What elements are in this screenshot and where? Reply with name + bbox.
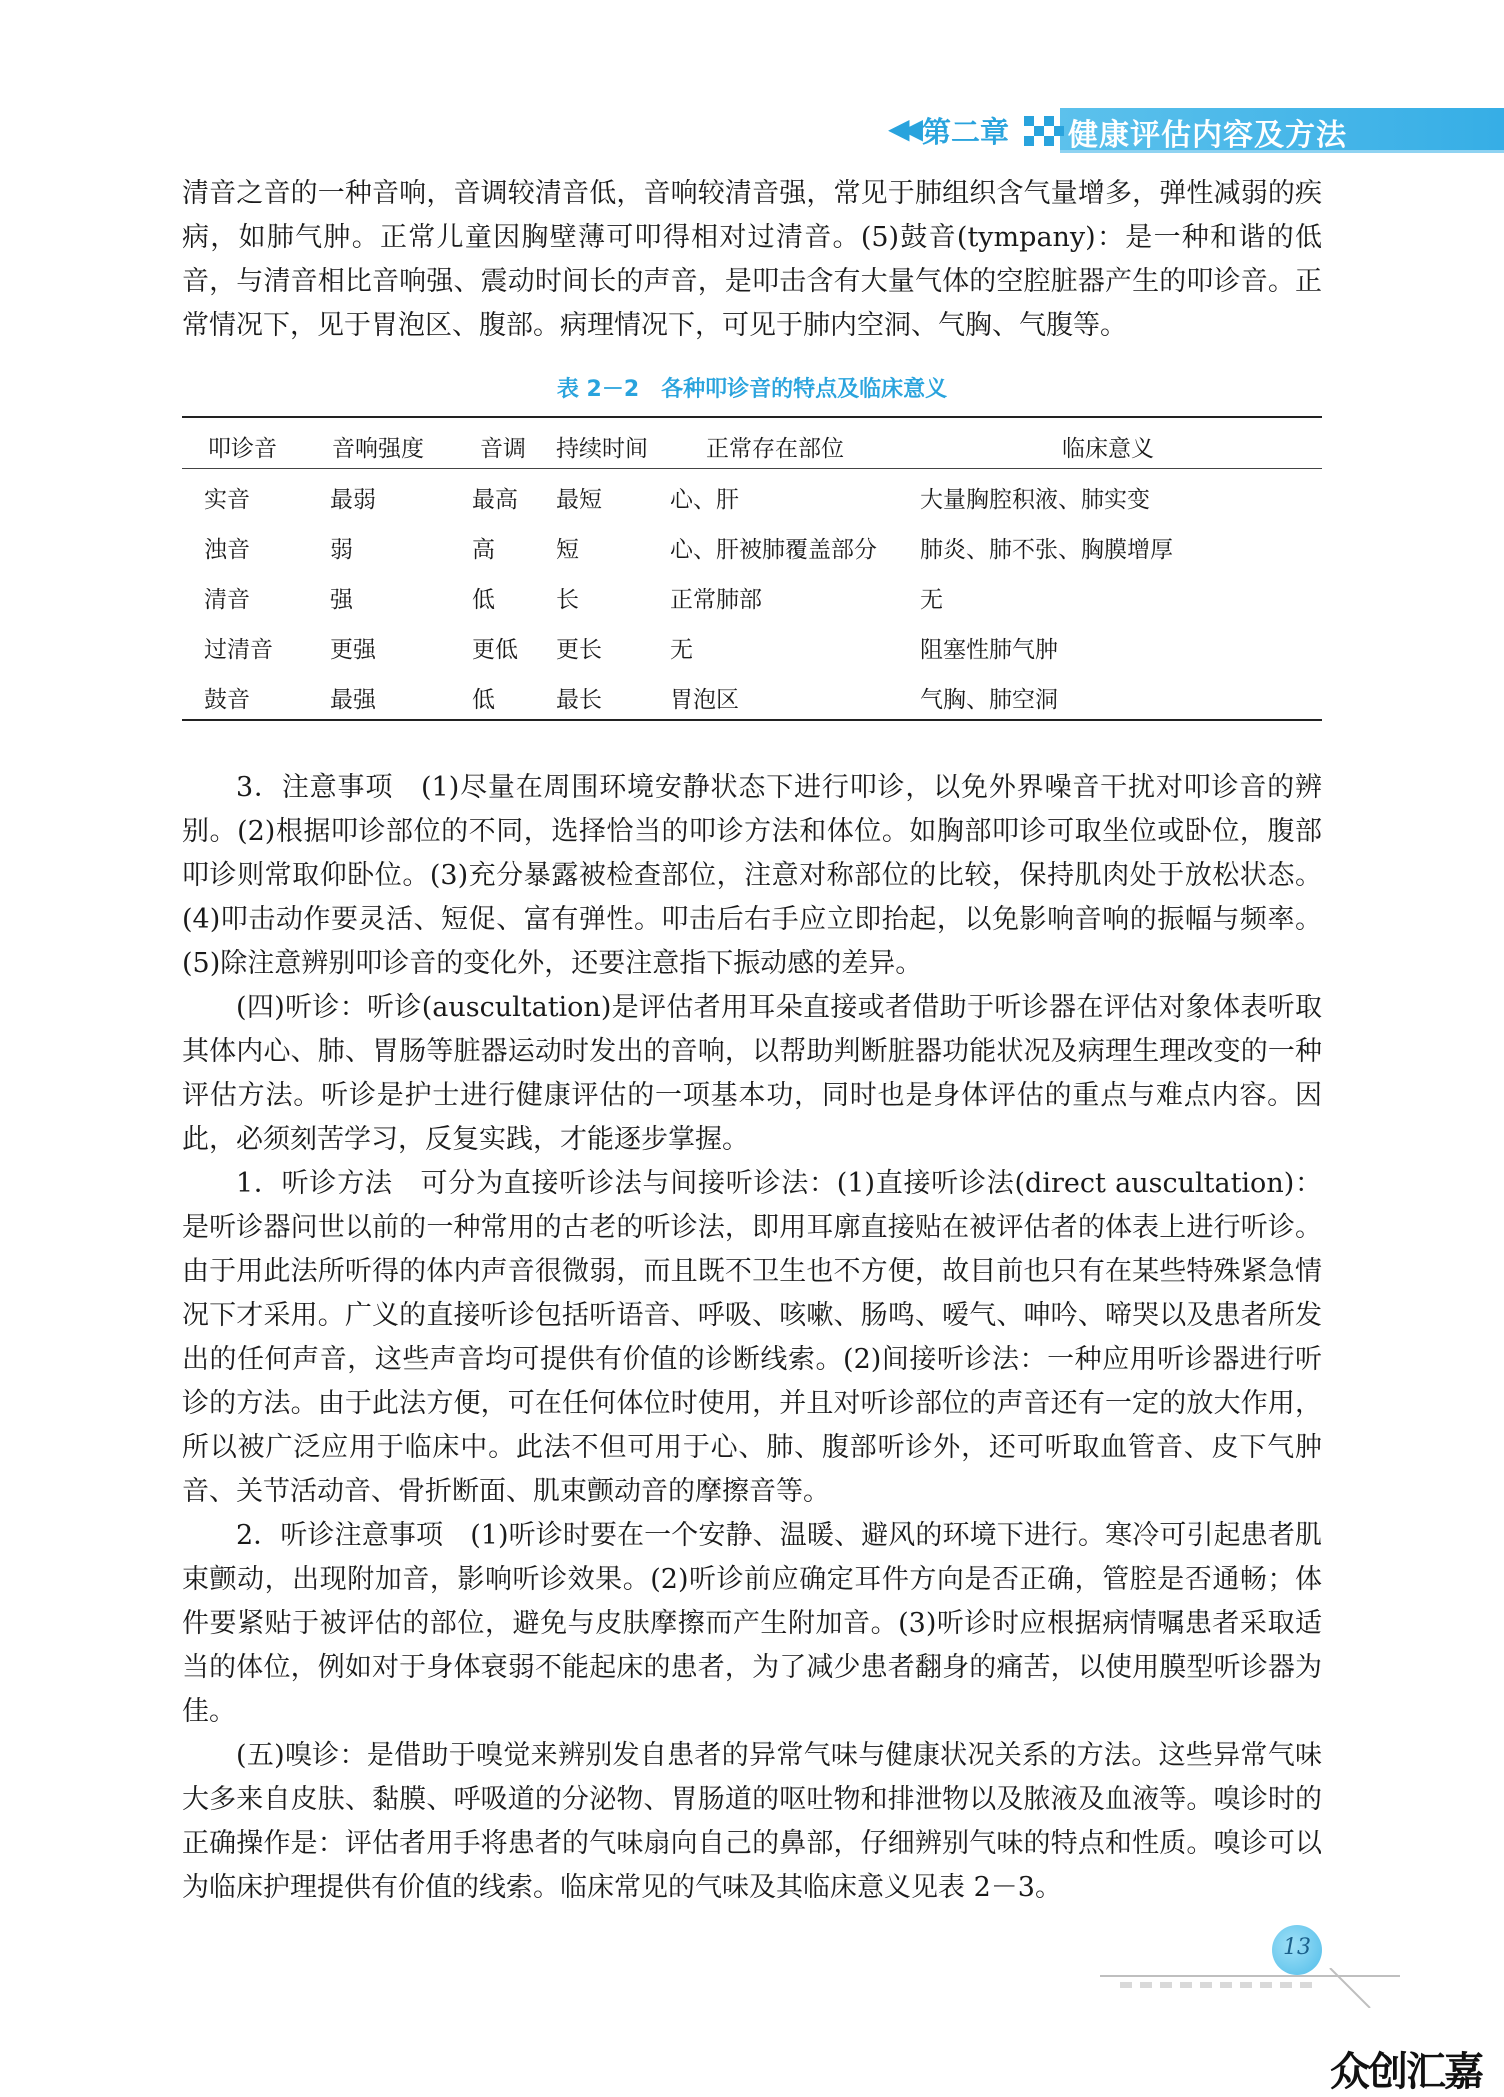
paragraph-auscultation-methods: 1．听诊方法 可分为直接听诊法与间接听诊法：(1)直接听诊法(direct auscultation)：是听诊器问世以前的一种常用的古老的听诊法，即用耳廓直接贴在被评估者的体表上进行听诊。由于用此法所听得的体内声音很微弱，而且既不卫生也不方便，故目前也只有在某些特殊紧急情况下才采用。广义的直接听诊包括听语音、呼吸、咳嗽、肠鸣、嗳气、呻吟、啼哭以及患者所发出的任何声音，这些声音均可提供有价值的诊断线索。(2)间接听诊法：一种应用听诊器进行听诊的方法。由于此法方便，可在任何体位时使用，并且对听诊部位的声音还有一定的放大作用，所以被广泛应用于临床中。此法不但可用于心、肺、腹部听诊外，还可听取血管音、皮下气肿音、关节活动音、骨折断面、肌束颤动音的摩擦音等。 — [182, 1168, 1322, 1507]
table-row — [182, 519, 1322, 569]
table-header-cell: 叩诊音 — [208, 436, 277, 462]
body-section — [182, 766, 1322, 1910]
chapter-label: 第二章 — [922, 115, 1010, 149]
footer-decoration — [1100, 1968, 1400, 2008]
table-cell: 实音 — [204, 487, 250, 513]
checker-decoration — [1024, 116, 1064, 146]
table-header-cell: 持续时间 — [556, 436, 648, 462]
page-number: 13 — [1283, 1935, 1311, 1960]
table-cell: 最短 — [556, 487, 602, 513]
paragraph-precautions: 3．注意事项 (1)尽量在周围环境安静状态下进行叩诊，以免外界噪音干扰对叩诊音的辨别。(2)根据叩诊部位的不同，选择恰当的叩诊方法和体位。如胸部叩诊可取坐位或卧位，腹部叩诊则常取仰卧位。(3)充分暴露被检查部位，注意对称部位的比较，保持肌肉处于放松状态。(4)叩击动作要灵活、短促、富有弹性。叩击后右手应立即抬起，以免影响音响的振幅与频率。(5)除注意辨别叩诊音的变化外，还要注意指下振动感的差异。 — [182, 772, 1322, 979]
table-cell: 最弱 — [330, 487, 376, 513]
paragraph-olfaction: (五)嗅诊：是借助于嗅觉来辨别发自患者的异常气味与健康状况关系的方法。这些异常气味大多来自皮肤、黏膜、呼吸道的分泌物、胃肠道的呕吐物和排泄物以及脓液及血液等。嗅诊时的正确操作是：评估者用手将患者的气味扇向自己的鼻部，仔细辨别气味的特点和性质。嗅诊可以为临床护理提供有价值的线索。临床常见的气味及其临床意义见表 2－3。 — [182, 1740, 1322, 1903]
table-cell: 清音 — [204, 587, 250, 613]
table-cell: 鼓音 — [204, 687, 250, 713]
table-cell: 低 — [472, 587, 495, 613]
table-cell: 无 — [920, 587, 943, 613]
table-cell: 过清音 — [204, 637, 273, 663]
table-cell: 浊音 — [204, 537, 250, 563]
table-cell: 阻塞性肺气肿 — [920, 637, 1058, 663]
table-cell: 弱 — [330, 537, 353, 563]
chapter-title: 健康评估内容及方法 — [1068, 118, 1347, 153]
table-cell: 最长 — [556, 687, 602, 713]
table-cell: 心、肝被肺覆盖部分 — [670, 537, 877, 563]
table-cell: 气胸、肺空洞 — [920, 687, 1058, 713]
table-cell: 大量胸腔积液、肺实变 — [920, 487, 1150, 513]
table-header-cell: 音调 — [480, 436, 526, 462]
table-cell: 更强 — [330, 637, 376, 663]
table-cell: 更长 — [556, 637, 602, 663]
table-cell: 长 — [556, 587, 579, 613]
paragraph-auscultation: (四)听诊：听诊(auscultation)是评估者用耳朵直接或者借助于听诊器在评估对象体表听取其体内心、肺、胃肠等脏器运动时发出的音响，以帮助判断脏器功能状况及病理生理改变的一种评估方法。听诊是护士进行健康评估的一项基本功，同时也是身体评估的重点与难点内容。因此，必须刻苦学习，反复实践，才能逐步掌握。 — [182, 992, 1322, 1155]
table-bottom-rule — [182, 719, 1322, 721]
table-header-cell: 临床意义 — [1062, 436, 1154, 462]
table-row — [182, 669, 1322, 719]
table-row — [182, 619, 1322, 669]
table-cell: 正常肺部 — [670, 587, 762, 613]
table-cell: 更低 — [472, 637, 518, 663]
intro-paragraph: 清音之音的一种音响，音调较清音低，音响较清音强，常见于肺组织含气量增多，弹性减弱的疾病，如肺气肿。正常儿童因胸壁薄可叩得相对过清音。(5)鼓音(tympany)：是一种和谐的低音，与清音相比音响强、震动时间长的声音，是叩击含有大量气体的空腔脏器产生的叩诊音。正常情况下，见于胃泡区、腹部。病理情况下，可见于肺内空洞、气胸、气腹等。 — [182, 178, 1322, 341]
table-cell: 低 — [472, 687, 495, 713]
intro-section — [182, 172, 1322, 348]
table-header-cell: 正常存在部位 — [706, 436, 844, 462]
table-header-row — [182, 418, 1322, 468]
table-cell: 无 — [670, 637, 693, 663]
table-cell: 胃泡区 — [670, 687, 739, 713]
table-cell: 心、肝 — [670, 487, 739, 513]
table-cell: 肺炎、肺不张、胸膜增厚 — [920, 537, 1173, 563]
table-cell: 强 — [330, 587, 353, 613]
table-caption: 表 2－2 各种叩诊音的特点及临床意义 — [556, 377, 948, 402]
percussion-table — [182, 416, 1322, 721]
table-cell: 最高 — [472, 487, 518, 513]
watermark-logo: 众创汇嘉 — [1330, 2049, 1482, 2095]
table-row — [182, 569, 1322, 619]
table-header-cell: 音响强度 — [332, 436, 424, 462]
double-arrow-left-icon: ◀◀ — [888, 112, 916, 145]
table-row — [182, 469, 1322, 519]
table-cell: 短 — [556, 537, 579, 563]
paragraph-auscultation-precautions: 2．听诊注意事项 (1)听诊时要在一个安静、温暖、避风的环境下进行。寒冷可引起患者肌束颤动，出现附加音，影响听诊效果。(2)听诊前应确定耳件方向是否正确，管腔是否通畅；体件要紧贴于被评估的部位，避免与皮肤摩擦而产生附加音。(3)听诊时应根据病情嘱患者采取适当的体位，例如对于身体衰弱不能起床的患者，为了减少患者翻身的痛苦，以使用膜型听诊器为佳。 — [182, 1520, 1322, 1727]
table-cell: 高 — [472, 537, 495, 563]
table-cell: 最强 — [330, 687, 376, 713]
